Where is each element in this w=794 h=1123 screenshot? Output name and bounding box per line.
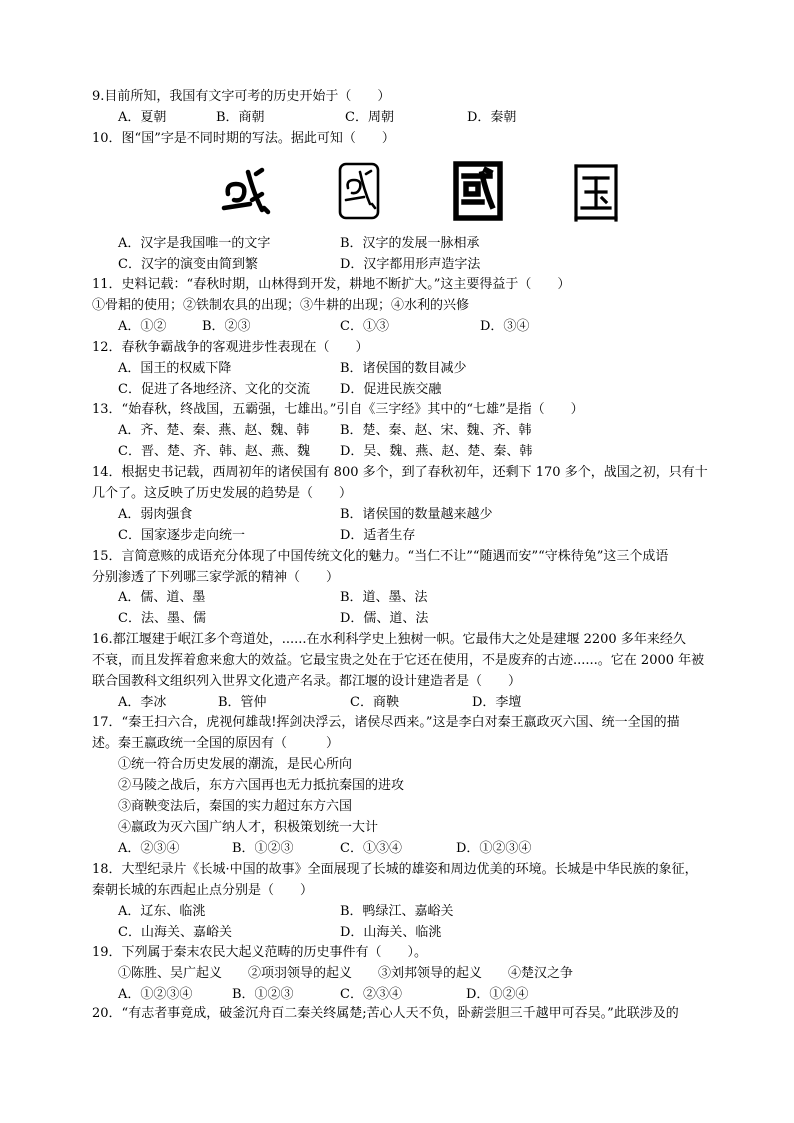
question-19-option-c: C．②③④ <box>340 987 402 1002</box>
question-12-option-d: D．促进民族交融 <box>340 382 442 397</box>
question-12-stem: 12．春秋争霸战争的客观进步性表现在（ ） <box>92 340 369 355</box>
question-17-item-1: ①统一符合历史发展的潮流，是民心所向 <box>118 757 353 772</box>
question-9-option-d: D．秦朝 <box>467 110 517 125</box>
question-14-stem-line-2: 几个了。这反映了历史发展的趋势是（ ） <box>92 486 353 501</box>
question-17-stem: 17．“秦王扫六合，虎视何雄哉!挥剑决浮云，诸侯尽西来。”这是李白对秦王嬴政灭六国、统一全国的描 <box>92 715 680 730</box>
question-19-stem: 19．下列属于秦末农民大起义范畴的历史事件有（ ）。 <box>92 945 428 960</box>
question-12-option-b: B．诸侯国的数目减少 <box>340 361 467 376</box>
question-13-option-b: B．楚、秦、赵、宋、魏、齐、韩 <box>340 423 532 438</box>
question-10-option-c: C．汉字的演变由简到繁 <box>118 257 258 272</box>
question-9-option-b: B．商朝 <box>216 110 265 125</box>
question-9-option-a: A．夏朝 <box>118 110 167 125</box>
question-16-stem: 16.都江堰建于岷江多个弯道处，......在水利科学史上独树一帜。它最伟大之处是建堰 2200 多年来经久 <box>92 632 686 647</box>
question-14-option-d: D．适者生存 <box>340 528 416 543</box>
question-17-stem-line-2: 述。秦王嬴政统一全国的原因有（ ） <box>92 736 340 751</box>
question-11-option-a: A．①② <box>118 319 167 334</box>
question-15-stem: 15．言简意赅的成语充分体现了中国传统文化的魅力。“当仁不让”“随遇而安”“守株待兔”这三个成语 <box>92 549 669 564</box>
question-15-option-b: B．道、墨、法 <box>340 590 428 605</box>
question-18-option-c: C．山海关、嘉峪关 <box>118 925 232 940</box>
question-17-option-c: C．①③④ <box>340 841 402 856</box>
question-17-item-4: ④嬴政为灭六国广纳人才，积极策划统一大计 <box>118 820 379 835</box>
question-10-option-b: B．汉字的发展一脉相承 <box>340 236 480 251</box>
question-11-option-d: D．③④ <box>480 319 530 334</box>
question-13-option-a: A．齐、楚、秦、燕、赵、魏、韩 <box>118 423 310 438</box>
question-14-option-c: C．国家逐步走向统一 <box>118 528 245 543</box>
question-15-stem-line-2: 分别渗透了下列哪三家学派的精神（ ） <box>92 570 340 585</box>
question-9-option-c: C．周朝 <box>345 110 394 125</box>
question-11-option-b: B．②③ <box>202 319 251 334</box>
question-11-stem: 11．史料记载：“春秋时期，山林得到开发，耕地不断扩大。”这主要得益于（ ） <box>92 277 571 292</box>
question-10-option-d: D．汉字都用形声造字法 <box>340 257 481 272</box>
question-19-option-b: B．①②③ <box>232 987 294 1002</box>
question-17-option-d: D．①②③④ <box>456 841 532 856</box>
question-15-option-c: C．法、墨、儒 <box>118 611 206 626</box>
question-16-stem-line-3: 联合国教科文组织列入世界文化遗产名录。都江堰的设计建造者是（ ） <box>92 674 522 689</box>
question-11-option-c: C．①③ <box>340 319 389 334</box>
guo-bronze-glyph <box>330 160 390 224</box>
question-18-option-a: A．辽东、临洮 <box>118 904 206 919</box>
question-18-option-b: B．鸭绿江、嘉峪关 <box>340 904 454 919</box>
question-19-items: ①陈胜、吴广起义 ②项羽领导的起义 ③刘邦领导的起义 ④楚汉之争 <box>118 966 574 981</box>
question-13-option-c: C．晋、楚、齐、韩、赵、燕、魏 <box>118 444 310 459</box>
question-19-option-a: A．①②③④ <box>118 987 193 1002</box>
question-9-stem: 9.目前所知，我国有文字可考的历史开始于（ ） <box>92 89 391 104</box>
question-14-option-b: B．诸侯国的数量越来越少 <box>340 507 493 522</box>
guo-traditional-glyph <box>448 160 508 224</box>
question-17-item-2: ②马陵之战后，东方六国再也无力抵抗秦国的进攻 <box>118 778 405 793</box>
question-16-option-c: C．商鞅 <box>350 695 399 710</box>
question-10-stem: 10．图“国”字是不同时期的写法。据此可知（ ） <box>92 131 395 146</box>
question-16-stem-line-2: 不衰，而且发挥着愈来愈大的效益。它最宝贵之处在于它还在使用，不是废弃的古迹......。它在 2000 年被 <box>92 653 705 668</box>
question-13-stem: 13．“始春秋，终战国，五霸强，七雄出。”引自《三字经》其中的“七雄”是指（ ） <box>92 402 584 417</box>
question-16-option-b: B．管仲 <box>218 695 267 710</box>
guo-oracle-bone-glyph <box>214 160 274 224</box>
question-15-option-d: D．儒、道、法 <box>340 611 429 626</box>
question-18-stem-line-2: 秦朝长城的东西起止点分别是（ ） <box>92 883 314 898</box>
question-17-item-3: ③商鞅变法后，秦国的实力超过东方六国 <box>118 799 353 814</box>
question-12-option-a: A．国王的权威下降 <box>118 361 232 376</box>
guo-simplified-glyph <box>566 160 626 224</box>
question-15-option-a: A．儒、道、墨 <box>118 590 206 605</box>
question-18-stem: 18．大型纪录片《长城·中国的故事》全面展现了长城的雄姿和周边优美的环境。长城是中华民族的象征， <box>92 862 698 877</box>
question-19-option-d: D．①②④ <box>466 987 529 1002</box>
question-14-stem: 14．根据史书记载，西周初年的诸侯国有 800 多个，到了春秋初年，还剩下 170 多个，战国之初，只有十 <box>92 465 708 480</box>
question-13-option-d: D．吴、魏、燕、赵、楚、秦、韩 <box>340 444 533 459</box>
question-20-stem: 20．“有志者事竟成，破釜沉舟百二秦关终属楚;苦心人天不负，卧薪尝胆三千越甲可吞吴。”此联涉及的 <box>92 1006 679 1021</box>
question-16-option-d: D．李壇 <box>472 695 522 710</box>
question-10-option-a: A．汉字是我国唯一的文字 <box>118 236 271 251</box>
question-17-option-a: A．②③④ <box>118 841 180 856</box>
question-12-option-c: C．促进了各地经济、文化的交流 <box>118 382 310 397</box>
question-16-option-a: A．李冰 <box>118 695 167 710</box>
question-14-option-a: A．弱肉强食 <box>118 507 193 522</box>
question-11-items: ①骨耜的使用；②铁制农具的出现；③牛耕的出现；④水利的兴修 <box>92 298 470 313</box>
question-17-option-b: B．①②③ <box>232 841 294 856</box>
question-18-option-d: D．山海关、临洮 <box>340 925 442 940</box>
